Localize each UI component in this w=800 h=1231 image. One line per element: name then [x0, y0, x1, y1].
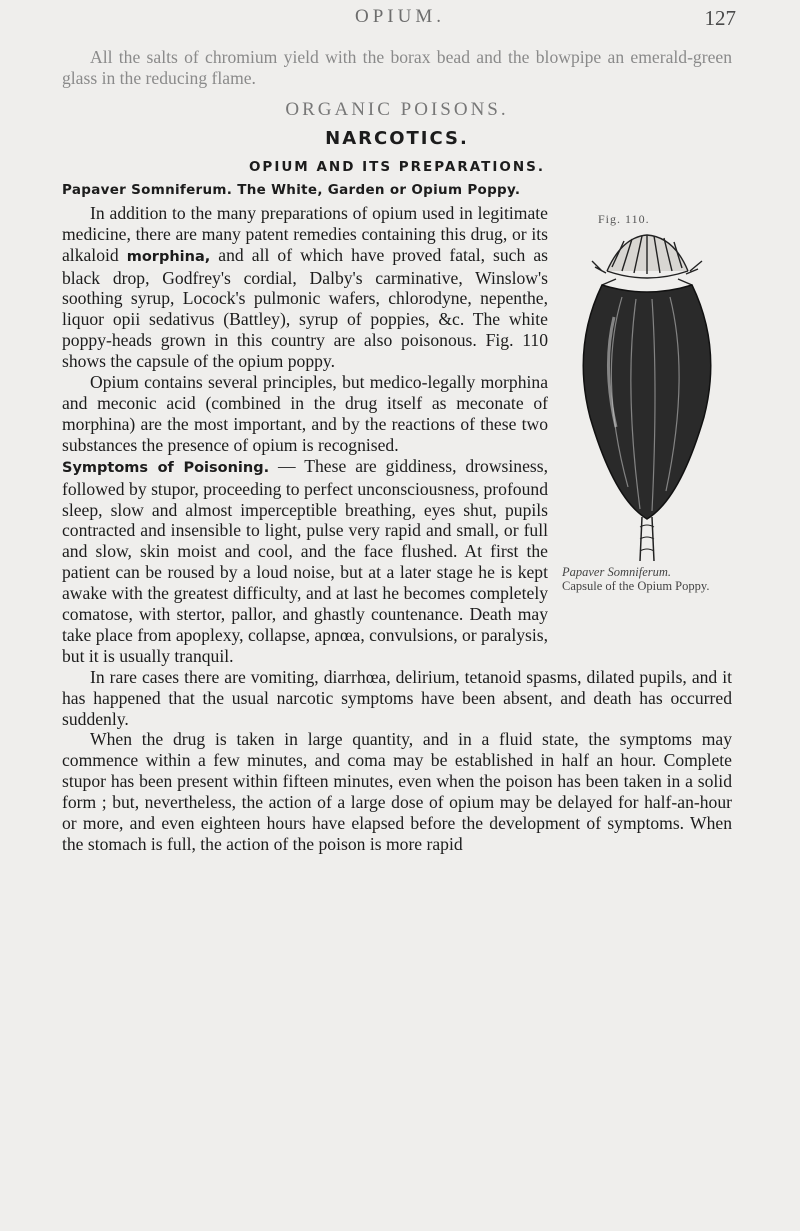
running-title: OPIUM. [355, 6, 445, 27]
figure-110 [562, 209, 732, 627]
paragraph-5: When the drug is taken in large quantity, and in a fluid state, the symptoms may commence within a few minutes, and coma may be established in half an hour. Complete stupor has been present within fifteen minutes, even when the poison has been taken in a solid form ; but, nevertheless, the action of a large dose of opium may be delayed for half-an-hour or more, and even eighteen hours have elapsed before the development of symptoms. When the stomach is full, the action of the poison is more rapid [62, 729, 732, 854]
section-heading: ORGANIC POISONS. [285, 98, 509, 120]
paragraph-4: In rare cases there are vomiting, diarrhœa, delirium, tetanoid spasms, dilated pupils, and it has happened that the usual narcotic symptoms have been absent, and death has occurred suddenly. [62, 666, 732, 729]
paragraph-1-a: In addition to the many preparations of opium used in legitimate medicine, there are many patent remedies containing this drug, or its alkaloid [62, 202, 548, 265]
subheading-opium: OPIUM AND ITS PREPARATIONS. [248, 158, 546, 175]
figure-caption [562, 565, 732, 593]
paragraph-2: Opium contains several principles, but medico-legally morphina and meconic acid (combined in the drug itself as meconate of morphina) are the most important, and by the reactions of these two substances the presence of opium is recognised. [62, 372, 548, 455]
body-text [62, 47, 732, 855]
page-number: 127 [704, 6, 736, 30]
paragraph-1-b: and all of which have proved fatal, such as black drop, Godfrey's cordial, Dalby's carminative, Winslow's soothing syrup, Locock's pulmonic wafers, chlorodyne, nepenthe, liquor opii sedativus (Battley), syrup of poppies, &c. The white poppy-heads grown in this country are also poisonous. Fig. 110 shows the capsule of the opium poppy. [62, 244, 548, 372]
figure-label: Fig. 110. [598, 211, 650, 226]
species-heading: Papaver Somniferum. The White, Garden or Opium Poppy. [62, 181, 521, 198]
poppy-capsule-icon [562, 227, 732, 563]
subheading-narcotics: NARCOTICS. [325, 127, 469, 149]
intro-paragraph: All the salts of chromium yield with the borax bead and the blowpipe an emerald-green glass in the reducing flame. [62, 47, 732, 88]
figure-caption-text: Capsule of the Opium Poppy. [562, 578, 710, 593]
paragraph-3-text: — These are giddiness, drowsiness, followed by stupor, proceeding to perfect unconsciousness, profound sleep, slow and almost imperceptible breathing, eyes shut, pupils contracted and insensible to light, pulse very rapid and small, or full and slow, skin moist and cool, and the face flushed. At first the patient can be roused by a loud noise, but at a later stage he is kept awake with the greatest difficulty, and at last he becomes completely comatose, with stertor, pallor, and ghastly countenance. Death may take place from apoplexy, collapse, apnœa, convulsions, or paralysis, but it is usually tranquil. [62, 455, 548, 666]
running-head [0, 6, 800, 36]
figure-caption-italic: Papaver Somniferum. [562, 564, 672, 579]
morphina-term: morphina, [126, 248, 211, 265]
symptoms-heading: Symptoms of Poisoning. [62, 459, 270, 476]
